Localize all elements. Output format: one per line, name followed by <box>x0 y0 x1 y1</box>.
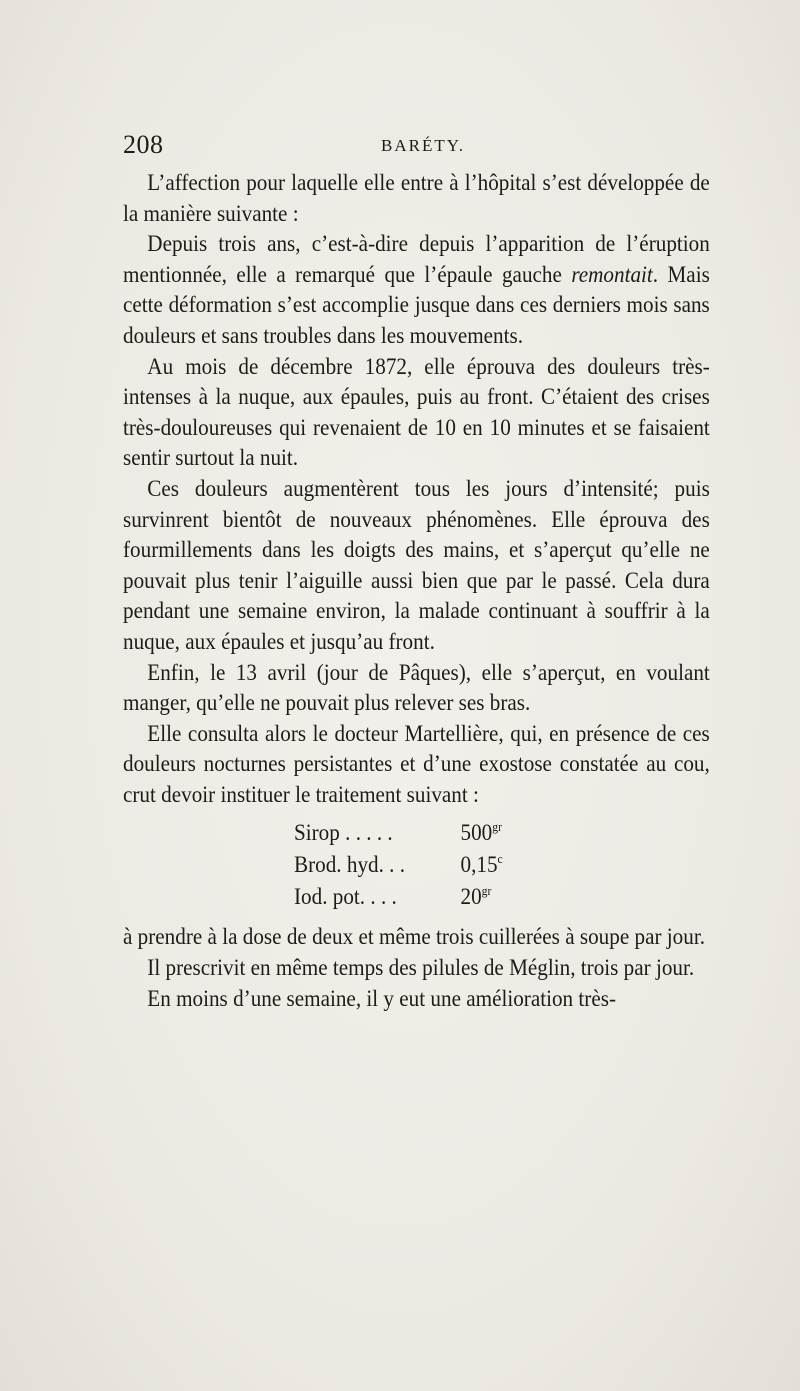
formula-quantity: $500^{gr}$ <box>460 819 502 847</box>
page-number: 208 <box>123 130 164 159</box>
formula-row <box>294 818 710 850</box>
paragraph-2-start: Depuis trois ans, c’est-à-dire depuis l’apparition de l’éruption mentionnée, elle a remarqué que l’épaule gauche <box>123 231 710 288</box>
formula-row <box>294 882 710 914</box>
paragraph-2-emphasis: remontait <box>571 261 653 288</box>
formula-unit: gr <box>492 819 502 835</box>
page-header <box>123 130 710 158</box>
paragraph-6: Elle consulta alors le docteur Martellière, qui, en présence de ces douleurs nocturnes persistantes et d’une exostose constatée au cou, crut devoir instituer le traitement suivant : <box>123 720 710 808</box>
paragraph-2 <box>123 229 710 351</box>
formula-unit: gr <box>481 883 492 899</box>
formula-ingredient: Sirop . . . . . <box>294 820 393 847</box>
paragraph-1: L’affection pour laquelle elle entre à l’hôpital s’est développée de la manière suivante : <box>123 170 710 227</box>
formula-ingredient: Brod. hyd. . . <box>294 852 406 879</box>
body-text <box>123 168 710 1014</box>
paragraph-3: Au mois de décembre 1872, elle éprouva des douleurs très-intenses à la nuque, aux épaules, puis au front. C’étaient des crises très-douloureuses qui revenaient de 10 en 10 minutes et se faisaient sentir surtout la nuit. <box>123 353 710 472</box>
running-head: BARÉTY. <box>381 136 466 155</box>
formula-quantity: 0,15$^c$ <box>460 851 503 879</box>
paragraph-9: En moins d’une semaine, il y eut une amélioration très- <box>147 985 617 1012</box>
formula-quantity: $20^{gr}$ <box>460 883 492 911</box>
formula-ingredient: Iod. pot. . . . <box>294 884 397 911</box>
formula-unit: c <box>497 851 503 867</box>
prescription-formula <box>294 818 710 914</box>
paragraph-7: à prendre à la dose de deux et même trois cuillerées à soupe par jour. <box>123 924 705 951</box>
paragraph-2-end: . Mais cette déformation s’est accomplie jusque dans ces derniers mois sans douleurs et sans troubles dans les mouvements. <box>123 261 710 349</box>
paragraph-8: Il prescrivit en même temps des pilules de Méglin, trois par jour. <box>147 955 695 982</box>
paragraph-4: Ces douleurs augmentèrent tous les jours d’intensité; puis survinrent bientôt de nouveaux phénomènes. Elle éprouva des fourmillements dans les doigts des mains, et s’aperçut qu’elle ne pouvait plus tenir l’aiguille aussi bien que par le passé. Cela dura pendant une semaine environ, la malade continuant à souffrir à la nuque, aux épaules et jusqu’au front. <box>123 475 710 655</box>
formula-row <box>294 850 710 882</box>
paragraph-5: Enfin, le 13 avril (jour de Pâques), elle s’aperçut, en voulant manger, qu’elle ne pouvait plus relever ses bras. <box>123 659 710 717</box>
